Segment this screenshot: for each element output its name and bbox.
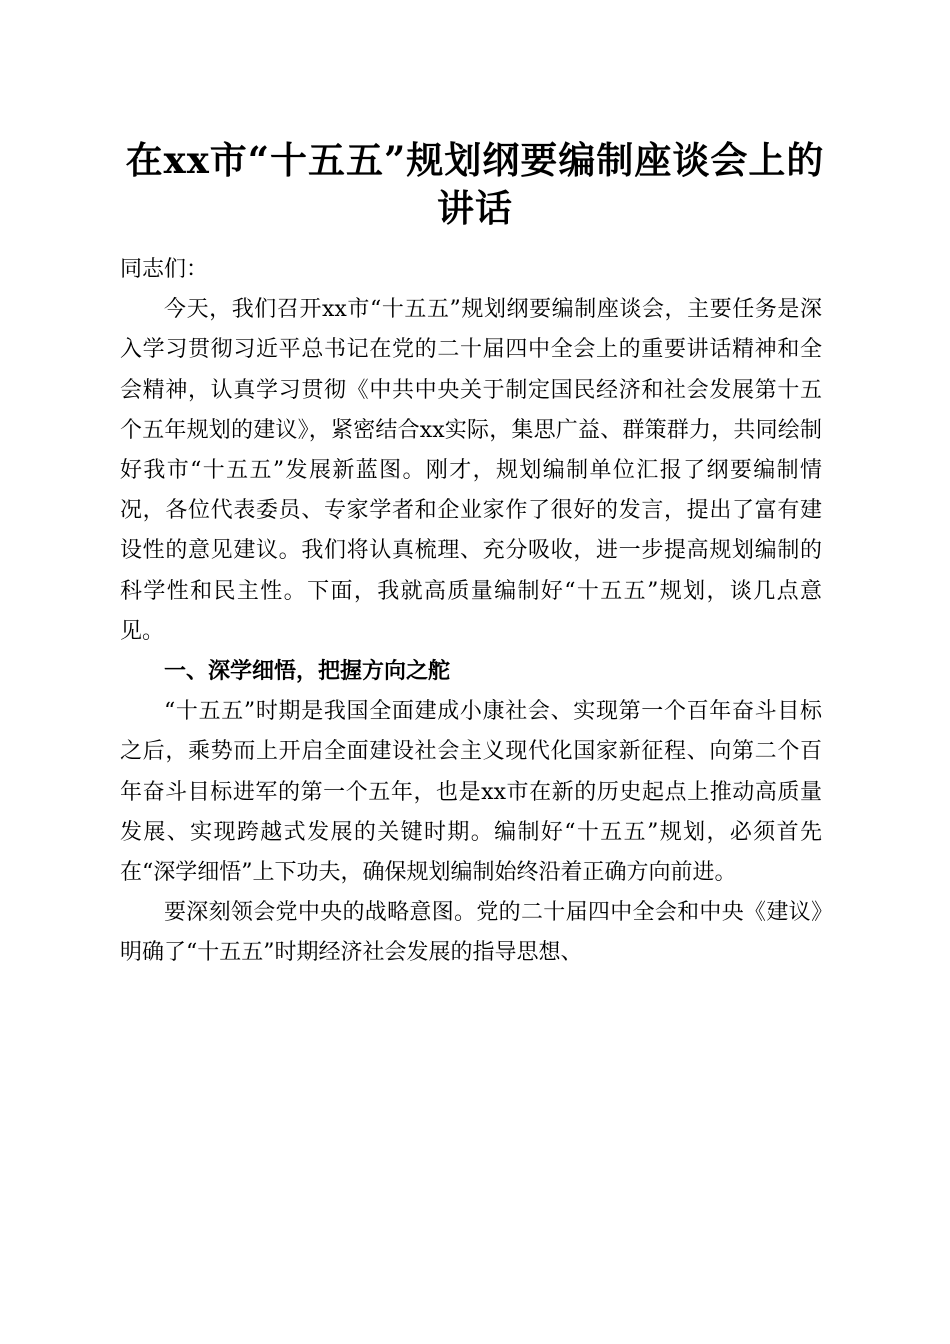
document-body bbox=[120, 250, 822, 974]
paragraph-section1-1: “十五五”时期是我国全面建成小康社会、实现第一个百年奋斗目标之后，乘势而上开启全面建设社会主义现代化国家新征程、向第二个百年奋斗目标进军的第一个五年，也是xx市在新的历史起点上推动高质量发展、实现跨越式发展的关键时期。编制好“十五五”规划，必须首先在“深学细悟”上下功夫，确保规划编制始终沿着正确方向前进。 bbox=[120, 699, 822, 886]
title-line-1: 在xx市“十五五”规划纲要编制座谈会上的 bbox=[125, 138, 825, 182]
section-heading-1: 一、深学细悟，把握方向之舵 bbox=[164, 659, 451, 685]
paragraph-intro: 今天，我们召开xx市“十五五”规划纲要编制座谈会，主要任务是深入学习贯彻习近平总书记在党的二十届四中全会上的重要讲话精神和全会精神，认真学习贯彻《中共中央关于制定国民经济和社会发展第十五个五年规划的建议》，紧密结合xx实际，集思广益、群策群力，共同绘制好我市“十五五”发展新蓝图。刚才，规划编制单位汇报了纲要编制情况，各位代表委员、专家学者和企业家作了很好的发言，提出了富有建设性的意见建议。我们将认真梳理、充分吸收，进一步提高规划编制的科学性和民主性。下面，我就高质量编制好“十五五”规划，谈几点意见。 bbox=[120, 297, 822, 644]
paragraph-section1-2: 要深刻领会党中央的战略意图。党的二十届四中全会和中央《建议》明确了“十五五”时期经济社会发展的指导思想、 bbox=[120, 900, 822, 966]
title-line-2: 讲话 bbox=[437, 186, 513, 230]
greeting: 同志们： bbox=[120, 257, 209, 282]
page-title bbox=[110, 136, 840, 232]
